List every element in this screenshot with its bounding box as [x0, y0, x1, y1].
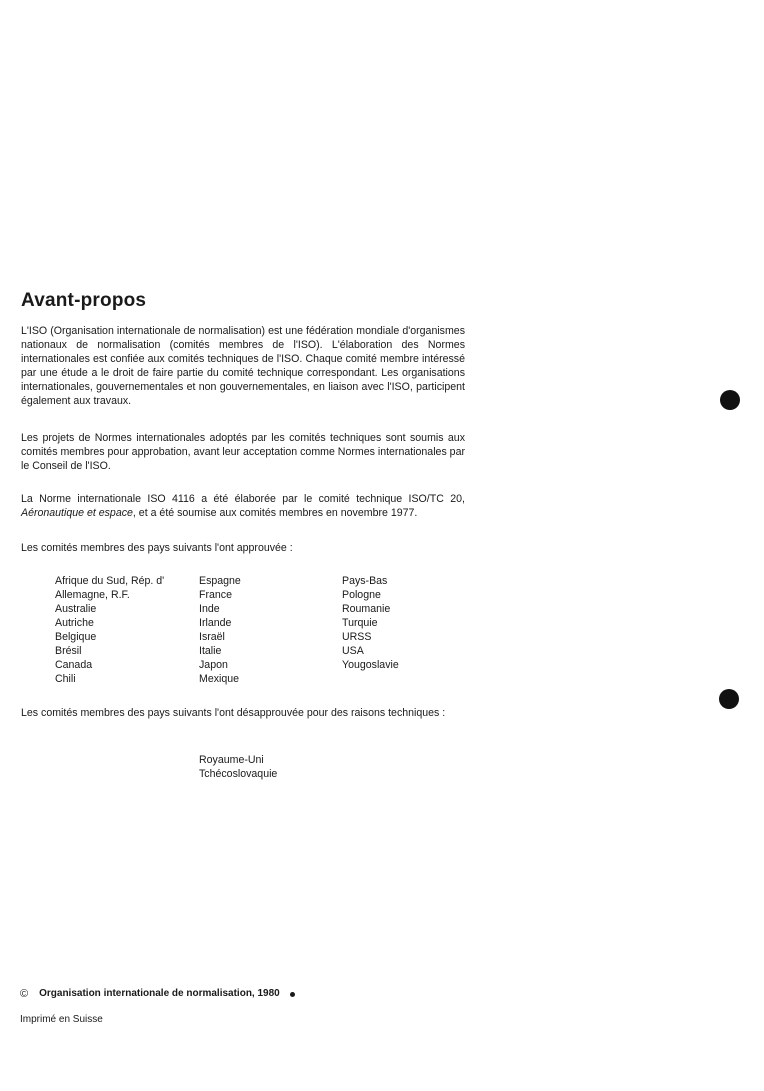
country-item: Royaume-Uni [199, 754, 264, 766]
country-item: Australie [55, 603, 97, 615]
paragraph-standard-origin-text: La Norme internationale ISO 4116 a été élaborée par le comité technique ISO/TC 20, [21, 493, 465, 505]
paragraph-approval-process: Les projets de Normes internationales adoptés par les comités techniques sont soumis aux comités membres pour approbation, avant leur acceptation comme Normes internationales par le Conseil de l'ISO. [21, 432, 465, 472]
country-item: Tchécoslovaquie [199, 768, 278, 780]
country-item: Italie [199, 645, 222, 657]
country-item: Chili [55, 673, 76, 685]
committee-title: Aéronautique et espace [21, 507, 133, 519]
country-item: Pologne [342, 589, 381, 601]
country-item: Israël [199, 631, 225, 643]
country-item: Belgique [55, 631, 97, 643]
paragraph-standard-origin-tail: , et a été soumise aux comités membres en novembre 1977. [132, 507, 418, 519]
country-item: Pays-Bas [342, 575, 388, 587]
approving-countries-column-1 [55, 574, 164, 686]
country-item: Brésil [55, 645, 82, 657]
copyright-icon: © [20, 988, 29, 1000]
bullet-dot-icon [290, 992, 295, 997]
country-item: Afrique du Sud, Rép. d' [55, 575, 165, 587]
paragraph-disapproved-intro: Les comités membres des pays suivants l'ont désapprouvée pour des raisons techniques : [21, 707, 446, 719]
approving-countries-column-2 [199, 574, 241, 686]
printed-in-note: Imprimé en Suisse [20, 1014, 103, 1025]
country-item: Canada [55, 659, 93, 671]
country-item: Mexique [199, 673, 240, 685]
margin-mark-icon [720, 390, 740, 410]
copyright-text: Organisation internationale de normalisation, 1980 [39, 988, 280, 999]
country-item: Inde [199, 603, 220, 615]
margin-mark-icon [719, 689, 739, 709]
country-item: Irlande [199, 617, 232, 629]
country-item: Turquie [342, 617, 378, 629]
country-item: France [199, 589, 232, 601]
paragraph-standard-origin [21, 492, 465, 520]
paragraph-approved-intro: Les comités membres des pays suivants l'ont approuvée : [21, 542, 293, 554]
paragraph-iso-intro: L'ISO (Organisation internationale de normalisation) est une fédération mondiale d'organismes nationaux de normalisation (comités membres de l'ISO). L'élaboration des Normes internationales est confiée aux comités techniques de l'ISO. Chaque comité membre intéressé par une étude a le droit de faire partie du comité technique correspondant. Les organisations internationales, gouvernementales et non gouvernementales, en liaison avec l'ISO, participent également aux travaux. [21, 325, 465, 407]
country-item: Espagne [199, 575, 241, 587]
country-item: URSS [342, 631, 372, 643]
country-item: Allemagne, R.F. [55, 589, 130, 601]
country-item: Yougoslavie [342, 659, 399, 671]
country-item: Roumanie [342, 603, 391, 615]
copyright-line [20, 987, 295, 1001]
country-item: USA [342, 645, 364, 657]
country-item: Autriche [55, 617, 94, 629]
page-title: Avant-propos [21, 290, 147, 311]
disapproving-countries-list [199, 753, 277, 781]
country-item: Japon [199, 659, 228, 671]
approving-countries-column-3 [342, 574, 399, 672]
